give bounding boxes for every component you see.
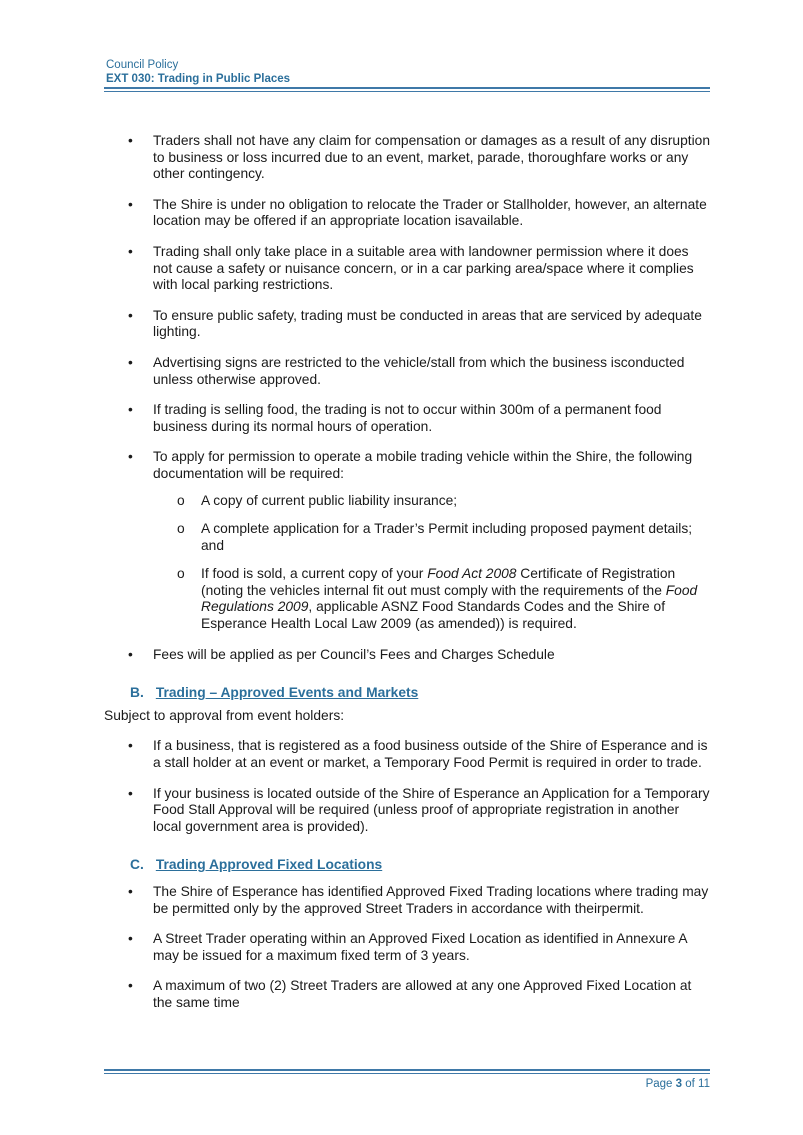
list-item: • Traders shall not have any claim for compensation or damages as a result of any disruption to business or loss incurred due to an event, market, parade, thoroughfare works or any other contingency. xyxy=(128,133,711,182)
document-body xyxy=(104,133,710,1026)
list-item: • The Shire is under no obligation to relocate the Trader or Stallholder, however, an alternate location may be offered if an appropriate location isavailable. xyxy=(128,196,707,229)
list-item: • If trading is selling food, the trading is not to occur within 300m of a permanent food business during its normal hours of operation. xyxy=(128,402,662,434)
list-item: • To ensure public safety, trading must be conducted in areas that are serviced by adequate lighting. xyxy=(128,307,702,340)
section-b-heading xyxy=(104,685,710,702)
sub-list-item: o If food is sold, a current copy of your Food Act 2008 Certificate of Registration (noting the vehicles internal fit out must comply with the requirements of the Food Regulations 2009, applicable ASNZ Food Standards Codes and the Shire of Esperance Health Local Law 2009 (as amended)) is required. xyxy=(177,566,698,632)
section-b-title: Trading – Approved Events and Markets xyxy=(155,685,419,701)
bullet-list-a xyxy=(104,133,710,663)
bullet-icon: • xyxy=(128,354,133,370)
footer-rule xyxy=(104,1069,710,1071)
bullet-list-b xyxy=(104,738,710,835)
section-c-title: Trading Approved Fixed Locations xyxy=(155,857,383,873)
bullet-icon: • xyxy=(128,243,133,259)
bullet-icon: • xyxy=(128,449,133,465)
bullet-icon: • xyxy=(128,738,133,754)
list-item: • Advertising signs are restricted to the vehicle/stall from which the business isconducted unless otherwise approved. xyxy=(128,354,685,387)
sub-list-item: o A complete application for a Trader’s Permit including proposed payment details; and xyxy=(177,521,693,553)
bullet-icon: • xyxy=(128,402,133,418)
sub-list-item: o A copy of current public liability insurance; xyxy=(177,492,458,508)
bullet-list-c xyxy=(104,884,710,1012)
bullet-icon: • xyxy=(128,307,133,323)
section-c-heading xyxy=(104,857,710,874)
list-item: • If a business, that is registered as a food business outside of the Shire of Esperance and is a stall holder at an event or market, a Temporary Food Permit is required in order to trade. xyxy=(128,738,708,771)
list-item: • A maximum of two (2) Street Traders are allowed at any one Approved Fixed Location at the same time xyxy=(128,978,692,1010)
header-rule-thin xyxy=(104,91,710,92)
circle-bullet-icon: o xyxy=(177,566,185,582)
list-item: • A Street Trader operating within an Approved Fixed Location as identified in Annexure A may be issued for a maximum fixed term of 3 years. xyxy=(128,931,687,963)
bullet-icon: • xyxy=(128,884,133,899)
list-item: • The Shire of Esperance has identified Approved Fixed Trading locations where trading may be permitted only by the approved Street Traders in accordance with theirpermit. xyxy=(128,884,709,916)
list-item: • Fees will be applied as per Council’s Fees and Charges Schedule xyxy=(128,646,555,662)
footer-rule-thin xyxy=(104,1073,710,1074)
bullet-icon: • xyxy=(128,133,133,148)
bullet-icon: • xyxy=(128,931,133,947)
circle-bullet-icon: o xyxy=(177,521,185,537)
header-document-title: EXT 030: Trading in Public Places xyxy=(106,73,291,85)
bullet-icon: • xyxy=(128,785,133,801)
bullet-icon: • xyxy=(128,196,133,212)
bullet-icon: • xyxy=(128,978,133,994)
bullet-icon: • xyxy=(128,646,133,662)
documentation-sublist xyxy=(153,493,710,633)
section-b-intro: Subject to approval from event holders: xyxy=(104,707,345,723)
header-policy-label: Council Policy xyxy=(106,59,179,71)
page-number: Page 3 of 11 xyxy=(645,1078,710,1090)
list-item: • Trading shall only take place in a suitable area with landowner permission where it does not cause a safety or nuisance concern, or in a car parking area/space where it complies with local parking restrictions. xyxy=(128,243,694,293)
list-item: • If your business is located outside of the Shire of Esperance an Application for a Temporary Food Stall Approval will be required (unless proof of appropriate registration in another local government area is provided). xyxy=(128,785,710,834)
header-rule xyxy=(104,87,710,89)
page-header xyxy=(106,58,290,86)
section-b-letter: B. xyxy=(130,685,144,701)
list-item: • To apply for permission to operate a mobile trading vehicle within the Shire, the following documentation will be required: o A copy of current public liability insurance; o A complete application for a Trader’s Permit including proposed payment details; and o If food is sold, a current copy of your Food Act 2008 Certificate of Registration (noting the vehicles internal fit out must comply with the requirements of the Food Regulations 2009, applicable ASNZ Food Standards Codes and the Shire of Esperance Health Local Law 2009 (as amended)) is required. xyxy=(104,449,710,632)
section-c-letter: C. xyxy=(130,857,144,873)
circle-bullet-icon: o xyxy=(177,492,185,508)
